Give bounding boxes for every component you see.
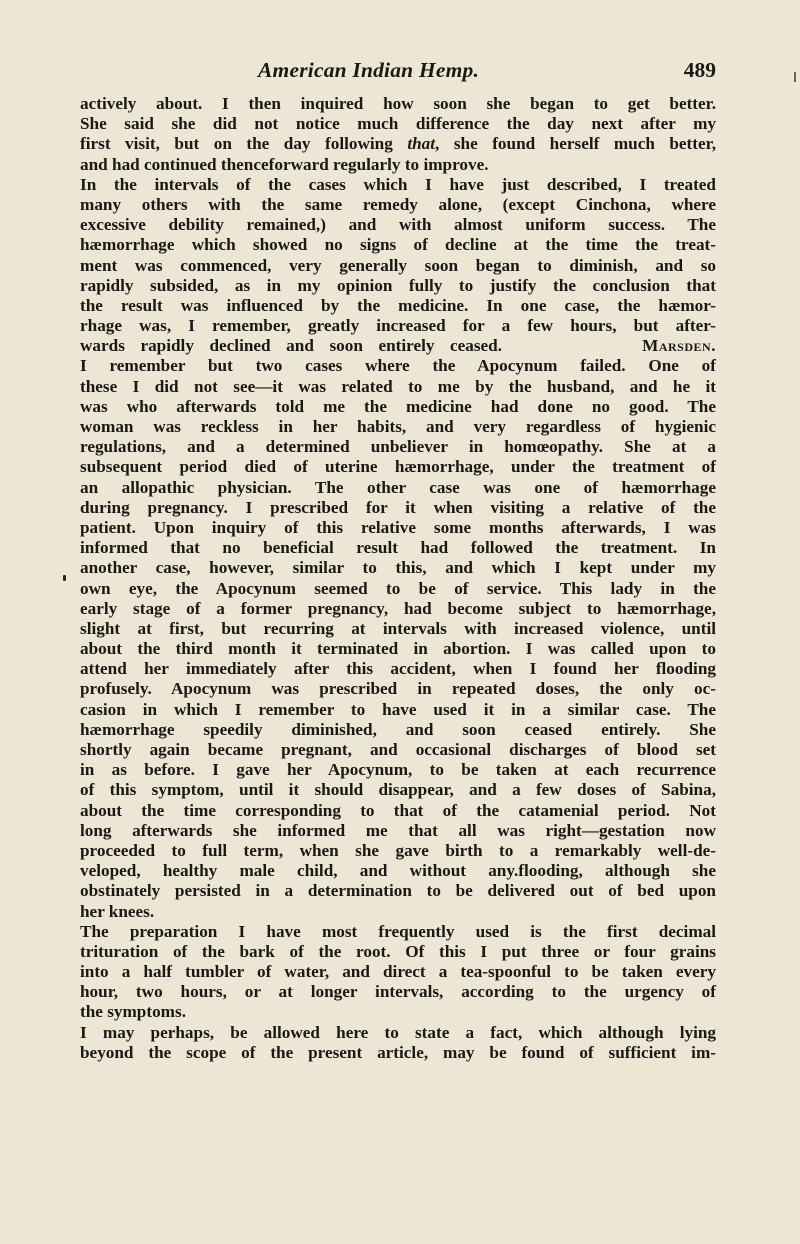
text-line: early stage of a former pregnancy, had become subject to hæmorrhage,	[80, 598, 716, 618]
running-header	[80, 58, 716, 94]
text-line: I may perhaps, be allowed here to state a fact, which although lying	[80, 1022, 716, 1042]
text-line: an allopathic physician. The other case was one of hæmorrhage	[80, 477, 716, 497]
margin-ink-mark	[63, 575, 66, 581]
text-line: many others with the same remedy alone, (except Cinchona, where	[80, 194, 716, 214]
text-line: informed that no beneficial result had followed the treatment. In	[80, 538, 716, 558]
text-line: slight at first, but recurring at intervals with increased violence, until	[80, 618, 716, 638]
text-line: patient. Upon inquiry of this relative some months afterwards, I was	[80, 517, 716, 537]
text-line: subsequent period died of uterine hæmorrhage, under the treatment of	[80, 457, 716, 477]
text-line: her knees.	[80, 901, 155, 921]
text-line: She said she did not notice much difference the day next after my	[80, 114, 716, 134]
text-line: trituration of the bark of the root. Of this I put three or four grains	[80, 941, 716, 961]
text-line: I remember but two cases where the Apocynum failed. One of	[80, 356, 716, 376]
text-line: hæmorrhage which showed no signs of decline at the time the treat-	[80, 235, 716, 255]
text-line: shortly again became pregnant, and occasional discharges of blood set	[80, 740, 716, 759]
text-line: first visit, but on the day following that, she found herself much better,	[80, 134, 716, 154]
text-line: own eye, the Apocynum seemed to be of service. This lady in the	[80, 578, 716, 598]
text-line: in as before. I gave her Apocynum, to be taken at each recurrence	[80, 760, 716, 780]
emphasis-word: that	[407, 134, 436, 154]
text-line: attend her immediately after this accident, when I found her flooding	[80, 659, 716, 679]
author-signature: Marsden.	[642, 336, 716, 356]
text-line: regulations, and a determined unbeliever in homœopathy. She at a	[80, 437, 716, 457]
text-line: and had continued thenceforward regularly to improve.	[80, 154, 489, 174]
text-line: wards rapidly declined and soon entirely ceased. Marsden.	[80, 336, 716, 356]
book-page	[80, 58, 716, 1063]
text-line: actively about. I then inquired how soon she began to get better.	[80, 94, 716, 113]
text-line: into a half tumbler of water, and direct a tea-spoonful to be taken every	[80, 962, 716, 982]
text-line: the symptoms.	[80, 1002, 186, 1022]
page-edge-mark	[794, 72, 796, 82]
text-line: rapidly subsided, as in my opinion fully to justify the conclusion that	[80, 275, 716, 295]
text-line: hæmorrhage speedily diminished, and soon ceased entirely. She	[80, 719, 716, 739]
text-line: excessive debility remained,) and with almost uniform success. The	[80, 215, 716, 235]
text-line: was who afterwards told me the medicine had done no good. The	[80, 396, 716, 416]
text-line: long afterwards she informed me that all was right—gestation now	[80, 820, 716, 840]
text-line: another case, however, similar to this, and which I kept under my	[80, 558, 716, 578]
text-line: the result was influenced by the medicine. In one case, the hæmor-	[80, 295, 716, 315]
text-line: of this symptom, until it should disappear, and a few doses of Sabina,	[80, 780, 716, 800]
text-line: these I did not see—it was related to me by the husband, and he it	[80, 376, 716, 396]
running-title: American Indian Hemp.	[258, 58, 480, 82]
text-line: veloped, healthy male child, and without any.flooding, although she	[80, 861, 716, 881]
page-number: 489	[683, 58, 716, 82]
text-line: proceeded to full term, when she gave birth to a remarkably well-de-	[80, 840, 716, 860]
text-line: about the third month it terminated in abortion. I was called upon to	[80, 639, 716, 659]
text-line: hour, two hours, or at longer intervals, according to the urgency of	[80, 982, 716, 1002]
text-line: casion in which I remember to have used it in a similar case. The	[80, 699, 716, 719]
text-line: during pregnancy. I prescribed for it when visiting a relative of the	[80, 497, 716, 517]
text-line: The preparation I have most frequently used is the first decimal	[80, 921, 716, 941]
text-line: woman was reckless in her habits, and very regardless of hygienic	[80, 417, 716, 436]
text-line: In the intervals of the cases which I have just described, I treated	[80, 174, 716, 194]
text-line: ment was commenced, very generally soon began to diminish, and so	[80, 255, 716, 275]
text-line: obstinately persisted in a determination to be delivered out of bed upon	[80, 881, 716, 901]
body-text	[80, 94, 716, 1063]
text-line: beyond the scope of the present article, may be found of sufficient im-	[80, 1042, 716, 1062]
text-line: profusely. Apocynum was prescribed in repeated doses, the only oc-	[80, 679, 716, 699]
text-line: about the time corresponding to that of the catamenial period. Not	[80, 800, 716, 820]
text-line: rhage was, I remember, greatly increased for a few hours, but after-	[80, 316, 716, 336]
